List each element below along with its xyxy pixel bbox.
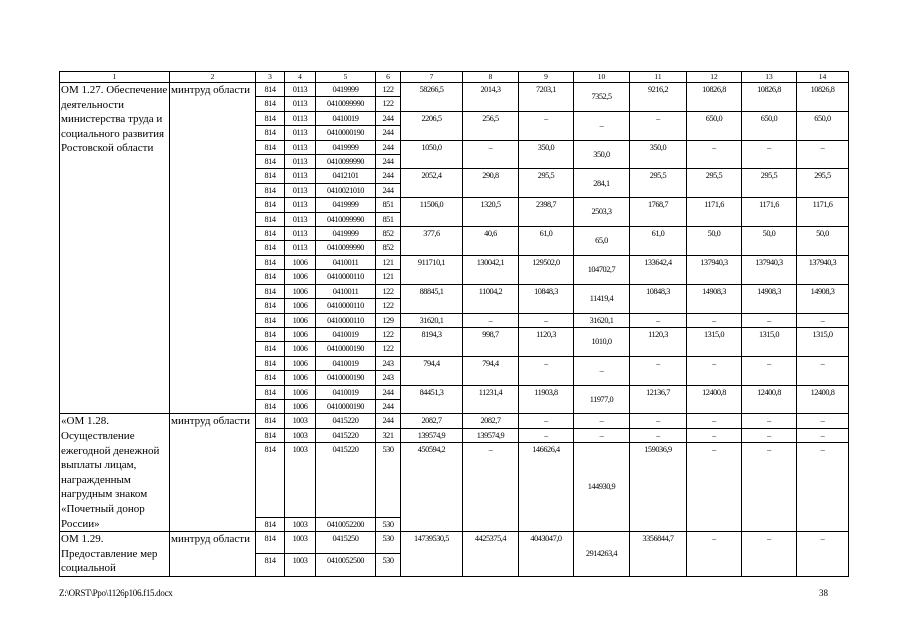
budget-table [59,71,849,577]
amount-cell: 14908,3 [742,284,797,313]
amount-cell: 295,5 [630,169,687,198]
amount-cell: – [630,414,687,428]
amount-cell: 650,0 [797,111,849,140]
page-number: 38 [819,588,828,598]
amount-cell: 2503,3 [574,198,630,227]
classification-code-cell: 814 [256,313,285,327]
amount-cell: – [742,532,797,577]
classification-code-cell: 0410011 [316,255,376,269]
classification-code-cell: 814 [256,169,285,183]
classification-code-cell: 851 [376,212,401,226]
amount-cell: 84451,3 [401,385,463,414]
column-number-cell: 6 [376,72,401,83]
classification-code-cell: 814 [256,183,285,197]
classification-code-cell: 852 [376,241,401,255]
classification-code-cell: 0410019 [316,356,376,370]
classification-code-cell: 814 [256,443,285,518]
classification-code-cell: 244 [376,385,401,399]
amount-cell: 10848,3 [519,284,574,313]
amount-cell: – [742,414,797,428]
amount-cell: – [797,140,849,169]
amount-cell: 3356844,7 [630,532,687,577]
classification-code-cell: 0113 [285,83,316,97]
amount-cell: – [519,356,574,385]
amount-cell: 911710,1 [401,255,463,284]
amount-cell: 12136,7 [630,385,687,414]
amount-cell: – [797,443,849,532]
classification-code-cell: 0113 [285,198,316,212]
amount-cell: 50,0 [742,227,797,256]
amount-cell: 7352,5 [574,83,630,112]
classification-code-cell: 814 [256,126,285,140]
classification-code-cell: 0419999 [316,140,376,154]
column-number-cell: 10 [574,72,630,83]
classification-code-cell: 244 [376,155,401,169]
amount-cell: 2206,5 [401,111,463,140]
classification-code-cell: 0415220 [316,443,376,518]
classification-code-cell: 0113 [285,241,316,255]
amount-cell: 14908,3 [687,284,742,313]
classification-code-cell: 243 [376,356,401,370]
amount-cell: 11506,0 [401,198,463,227]
column-number-cell: 11 [630,72,687,83]
amount-cell: 88845,1 [401,284,463,313]
classification-code-cell: 814 [256,371,285,385]
amount-cell: 650,0 [687,111,742,140]
amount-cell: 58266,5 [401,83,463,112]
classification-code-cell: 852 [376,227,401,241]
classification-code-cell: 0410000190 [316,342,376,356]
classification-code-cell: 814 [256,299,285,313]
classification-code-cell: 1006 [285,342,316,356]
classification-code-cell: 0113 [285,212,316,226]
classification-code-cell: 1006 [285,327,316,341]
classification-code-cell: 0113 [285,227,316,241]
amount-cell: 146626,4 [519,443,574,532]
classification-code-cell: 244 [376,126,401,140]
amount-cell: 14908,3 [797,284,849,313]
amount-cell: 31620,1 [401,313,463,327]
classification-code-cell: 814 [256,554,285,576]
amount-cell: 139574,9 [463,428,519,442]
classification-code-cell: 321 [376,428,401,442]
amount-cell: – [463,313,519,327]
amount-cell: 1171,6 [687,198,742,227]
amount-cell: 1171,6 [742,198,797,227]
classification-code-cell: 1003 [285,428,316,442]
measure-title-cell: ОМ 1.29. Предоставление мер социальной [60,532,170,577]
classification-code-cell: 814 [256,385,285,399]
classification-code-cell: 1006 [285,385,316,399]
amount-cell: 350,0 [574,140,630,169]
classification-code-cell: 0412101 [316,169,376,183]
classification-code-cell: 814 [256,414,285,428]
amount-cell: – [574,428,630,442]
amount-cell: 144930,9 [574,443,630,532]
classification-code-cell: 530 [376,517,401,531]
classification-code-cell: 1006 [285,371,316,385]
amount-cell: 12400,8 [797,385,849,414]
table-row [60,414,849,428]
amount-cell: 139574,9 [401,428,463,442]
amount-cell: 104702,7 [574,255,630,284]
column-number-cell: 8 [463,72,519,83]
classification-code-cell: 1003 [285,414,316,428]
amount-cell: 11231,4 [463,385,519,414]
classification-code-cell: 814 [256,241,285,255]
classification-code-cell: 122 [376,342,401,356]
table-row [60,532,849,554]
classification-code-cell: 121 [376,270,401,284]
amount-cell: – [742,428,797,442]
amount-cell: – [797,356,849,385]
amount-cell: – [687,443,742,532]
classification-code-cell: 0410019 [316,111,376,125]
amount-cell: 137940,3 [687,255,742,284]
amount-cell: 8194,3 [401,327,463,356]
classification-code-cell: 0410019 [316,327,376,341]
amount-cell: 1120,3 [630,327,687,356]
amount-cell: 998,7 [463,327,519,356]
amount-cell: – [797,313,849,327]
amount-cell: – [574,414,630,428]
amount-cell: – [687,140,742,169]
classification-code-cell: 0419999 [316,227,376,241]
classification-code-cell: 1006 [285,270,316,284]
classification-code-cell: 814 [256,342,285,356]
column-number-cell: 9 [519,72,574,83]
amount-cell: 295,5 [742,169,797,198]
amount-cell: 1768,7 [630,198,687,227]
amount-cell: 295,5 [687,169,742,198]
amount-cell: 295,5 [797,169,849,198]
amount-cell: – [630,313,687,327]
amount-cell: – [797,428,849,442]
amount-cell: 2398,7 [519,198,574,227]
amount-cell: 14739530,5 [401,532,463,577]
classification-code-cell: 1003 [285,443,316,518]
classification-code-cell: 0113 [285,111,316,125]
classification-code-cell: 0410000190 [316,371,376,385]
column-number-row [60,72,849,83]
amount-cell: – [797,414,849,428]
classification-code-cell: 0415220 [316,428,376,442]
classification-code-cell: 0113 [285,155,316,169]
classification-code-cell: 814 [256,517,285,531]
amount-cell: 4043047,0 [519,532,574,577]
amount-cell: 794,4 [463,356,519,385]
classification-code-cell: 1003 [285,517,316,531]
amount-cell: 12400,8 [742,385,797,414]
amount-cell: – [519,111,574,140]
amount-cell: – [687,356,742,385]
amount-cell: 350,0 [519,140,574,169]
classification-code-cell: 244 [376,183,401,197]
amount-cell: 794,4 [401,356,463,385]
classification-code-cell: 244 [376,169,401,183]
amount-cell: 10826,8 [687,83,742,112]
amount-cell: – [519,313,574,327]
classification-code-cell: 530 [376,554,401,576]
footer-file-path: Z:\ORST\Ppo\1126p106.f15.docx [59,588,173,598]
classification-code-cell: 814 [256,327,285,341]
amount-cell: – [463,140,519,169]
column-number-cell: 12 [687,72,742,83]
classification-code-cell: 244 [376,399,401,413]
agency-cell: минтруд области [170,414,256,532]
classification-code-cell: 0410099990 [316,155,376,169]
amount-cell: 129502,0 [519,255,574,284]
classification-code-cell: 814 [256,399,285,413]
amount-cell: – [687,414,742,428]
classification-code-cell: 1006 [285,255,316,269]
amount-cell: 130042,1 [463,255,519,284]
amount-cell: – [742,140,797,169]
amount-cell: 284,1 [574,169,630,198]
amount-cell: 290,8 [463,169,519,198]
amount-cell: 61,0 [519,227,574,256]
classification-code-cell: 0415220 [316,414,376,428]
amount-cell: 50,0 [797,227,849,256]
measure-title-cell: «ОМ 1.28. Осуществление ежегодной денежной выплаты лицам, награжденным нагрудным знаком «Почетный донор России» [60,414,170,532]
classification-code-cell: 121 [376,255,401,269]
amount-cell: 1010,0 [574,327,630,356]
amount-cell: 2082,7 [463,414,519,428]
amount-cell: 2052,4 [401,169,463,198]
amount-cell: 350,0 [630,140,687,169]
agency-cell: минтруд области [170,532,256,577]
column-number-cell: 2 [170,72,256,83]
classification-code-cell: 122 [376,97,401,111]
amount-cell: 11977,0 [574,385,630,414]
amount-cell: 159036,9 [630,443,687,532]
classification-code-cell: 814 [256,428,285,442]
amount-cell: 1320,5 [463,198,519,227]
classification-code-cell: 244 [376,414,401,428]
amount-cell: – [687,428,742,442]
amount-cell: – [630,428,687,442]
amount-cell: 1050,0 [401,140,463,169]
classification-code-cell: 1003 [285,554,316,576]
amount-cell: – [687,532,742,577]
classification-code-cell: 0410099990 [316,97,376,111]
classification-code-cell: 814 [256,532,285,554]
amount-cell: – [574,356,630,385]
classification-code-cell: 0113 [285,169,316,183]
amount-cell: 650,0 [742,111,797,140]
column-number-cell: 13 [742,72,797,83]
classification-code-cell: 1006 [285,399,316,413]
classification-code-cell: 243 [376,371,401,385]
amount-cell: 7203,1 [519,83,574,112]
classification-code-cell: 0415250 [316,532,376,554]
classification-code-cell: 122 [376,299,401,313]
classification-code-cell: 244 [376,140,401,154]
classification-code-cell: 814 [256,140,285,154]
amount-cell: 10826,8 [742,83,797,112]
classification-code-cell: 814 [256,284,285,298]
amount-cell: – [519,428,574,442]
classification-code-cell: 0410000110 [316,270,376,284]
amount-cell: 450594,2 [401,443,463,532]
amount-cell: – [630,356,687,385]
column-number-cell: 5 [316,72,376,83]
classification-code-cell: 0410021010 [316,183,376,197]
classification-code-cell: 129 [376,313,401,327]
amount-cell: 10826,8 [797,83,849,112]
column-number-cell: 14 [797,72,849,83]
classification-code-cell: 0113 [285,183,316,197]
agency-cell: минтруд области [170,83,256,414]
amount-cell: – [742,313,797,327]
amount-cell: 11903,8 [519,385,574,414]
amount-cell: 137940,3 [797,255,849,284]
classification-code-cell: 0419999 [316,83,376,97]
classification-code-cell: 0410000190 [316,399,376,413]
amount-cell: 133642,4 [630,255,687,284]
classification-code-cell: 244 [376,111,401,125]
classification-code-cell: 0410099990 [316,212,376,226]
amount-cell: 10848,3 [630,284,687,313]
amount-cell: 1315,0 [687,327,742,356]
classification-code-cell: 0410099990 [316,241,376,255]
amount-cell: 40,6 [463,227,519,256]
classification-code-cell: 1003 [285,532,316,554]
classification-code-cell: 814 [256,83,285,97]
amount-cell: 4425375,4 [463,532,519,577]
amount-cell: – [742,356,797,385]
classification-code-cell: 0410052500 [316,554,376,576]
classification-code-cell: 1006 [285,299,316,313]
amount-cell: 377,6 [401,227,463,256]
amount-cell: – [630,111,687,140]
classification-code-cell: 814 [256,270,285,284]
amount-cell: 31620,1 [574,313,630,327]
classification-code-cell: 122 [376,83,401,97]
classification-code-cell: 0410019 [316,385,376,399]
classification-code-cell: 0410000110 [316,299,376,313]
amount-cell: 50,0 [687,227,742,256]
amount-cell: 137940,3 [742,255,797,284]
classification-code-cell: 122 [376,327,401,341]
amount-cell: 1171,6 [797,198,849,227]
column-number-cell: 1 [60,72,170,83]
classification-code-cell: 1006 [285,313,316,327]
classification-code-cell: 814 [256,212,285,226]
amount-cell: 295,5 [519,169,574,198]
classification-code-cell: 0113 [285,97,316,111]
amount-cell: 12400,8 [687,385,742,414]
amount-cell: 256,5 [463,111,519,140]
amount-cell: 9216,2 [630,83,687,112]
amount-cell: – [742,443,797,532]
amount-cell: 65,0 [574,227,630,256]
classification-code-cell: 851 [376,198,401,212]
classification-code-cell: 530 [376,532,401,554]
classification-code-cell: 0419999 [316,198,376,212]
amount-cell: 1315,0 [797,327,849,356]
classification-code-cell: 814 [256,198,285,212]
table-row [60,83,849,97]
classification-code-cell: 814 [256,227,285,241]
amount-cell: 11004,2 [463,284,519,313]
amount-cell: 1120,3 [519,327,574,356]
amount-cell: 61,0 [630,227,687,256]
column-number-cell: 4 [285,72,316,83]
amount-cell: 2014,3 [463,83,519,112]
classification-code-cell: 0410000190 [316,126,376,140]
measure-title-cell: ОМ 1.27. Обеспечение деятельности министерства труда и социального развития Ростовской области [60,83,170,414]
amount-cell: 1315,0 [742,327,797,356]
amount-cell: – [463,443,519,532]
classification-code-cell: 0410000110 [316,313,376,327]
amount-cell: – [797,532,849,577]
classification-code-cell: 1006 [285,356,316,370]
classification-code-cell: 530 [376,443,401,518]
amount-cell: – [519,414,574,428]
classification-code-cell: 0410011 [316,284,376,298]
classification-code-cell: 1006 [285,284,316,298]
amount-cell: 2082,7 [401,414,463,428]
column-number-cell: 7 [401,72,463,83]
classification-code-cell: 0410052200 [316,517,376,531]
classification-code-cell: 814 [256,155,285,169]
classification-code-cell: 122 [376,284,401,298]
amount-cell: – [687,313,742,327]
column-number-cell: 3 [256,72,285,83]
amount-cell: – [574,111,630,140]
amount-cell: 2914263,4 [574,532,630,577]
classification-code-cell: 814 [256,255,285,269]
classification-code-cell: 814 [256,111,285,125]
amount-cell: 11419,4 [574,284,630,313]
classification-code-cell: 814 [256,97,285,111]
classification-code-cell: 0113 [285,126,316,140]
classification-code-cell: 814 [256,356,285,370]
classification-code-cell: 0113 [285,140,316,154]
